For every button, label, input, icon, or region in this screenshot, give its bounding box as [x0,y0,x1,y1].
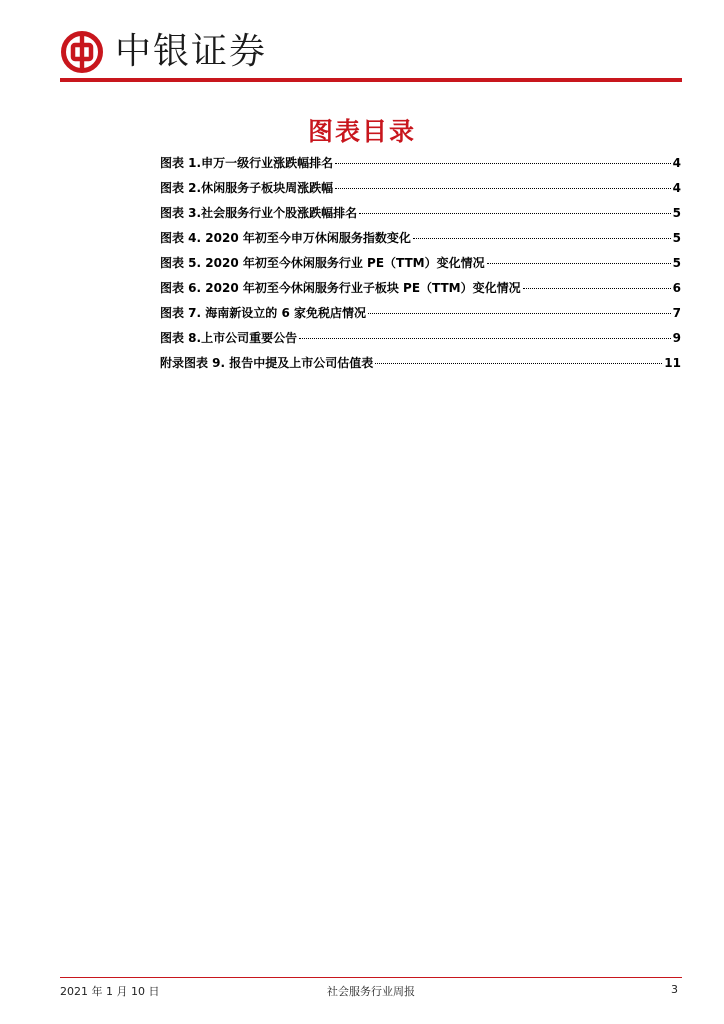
toc-entry[interactable] [160,329,681,354]
toc-entry-page: 6 [672,281,681,295]
toc-entry[interactable] [160,229,681,254]
table-of-contents [160,154,681,379]
toc-entry[interactable] [160,254,681,279]
footer-page-number: 3 [671,983,678,996]
toc-entry-text: 图表 8.上市公司重要公告 [160,331,298,345]
toc-leader-dots [523,288,671,289]
toc-entry-page: 9 [672,331,681,345]
toc-entry-page: 5 [672,231,681,245]
toc-entry[interactable] [160,279,681,304]
toc-entry-text: 图表 4. 2020 年初至今申万休闲服务指数变化 [160,231,411,245]
toc-entry-text: 图表 3.社会服务行业个股涨跌幅排名 [160,206,358,220]
toc-leader-dots [359,213,671,214]
toc-entry-page: 7 [672,306,681,320]
toc-leader-dots [368,313,671,314]
toc-leader-dots [335,163,671,164]
toc-entry[interactable] [160,154,681,179]
toc-entry-page: 5 [672,206,681,220]
toc-entry[interactable] [160,204,681,229]
toc-entry[interactable] [160,179,681,204]
toc-entry[interactable] [160,304,681,329]
toc-leader-dots [413,238,671,239]
toc-leader-dots [487,263,671,264]
toc-entry-text: 图表 2.休闲服务子板块周涨跌幅 [160,181,334,195]
toc-leader-dots [375,363,662,364]
toc-entry-page: 5 [672,256,681,270]
header-rule [60,78,682,82]
toc-entry-text: 图表 6. 2020 年初至今休闲服务行业子板块 PE（TTM）变化情况 [160,281,521,295]
toc-leader-dots [299,338,671,339]
footer-rule [60,977,682,978]
toc-entry-page: 11 [664,356,681,370]
toc-entry-text: 图表 1.申万一级行业涨跌幅排名 [160,156,334,170]
toc-entry-page: 4 [672,156,681,170]
toc-entry[interactable] [160,354,681,379]
toc-leader-dots [335,188,671,189]
toc-entry-page: 4 [672,181,681,195]
bank-of-china-logo-icon [60,30,104,74]
toc-entry-text: 图表 5. 2020 年初至今休闲服务行业 PE（TTM）变化情况 [160,256,485,270]
toc-title: 图表目录 [307,117,416,146]
footer-report-name: 社会服务行业周报 [327,985,415,998]
toc-entry-text: 图表 7. 海南新设立的 6 家免税店情况 [160,306,366,320]
toc-entry-text: 附录图表 9. 报告中提及上市公司估值表 [160,356,374,370]
page-header [60,26,682,82]
brand-name: 中银证券 [115,31,268,72]
footer-date: 2021 年 1 月 10 日 [60,985,160,998]
